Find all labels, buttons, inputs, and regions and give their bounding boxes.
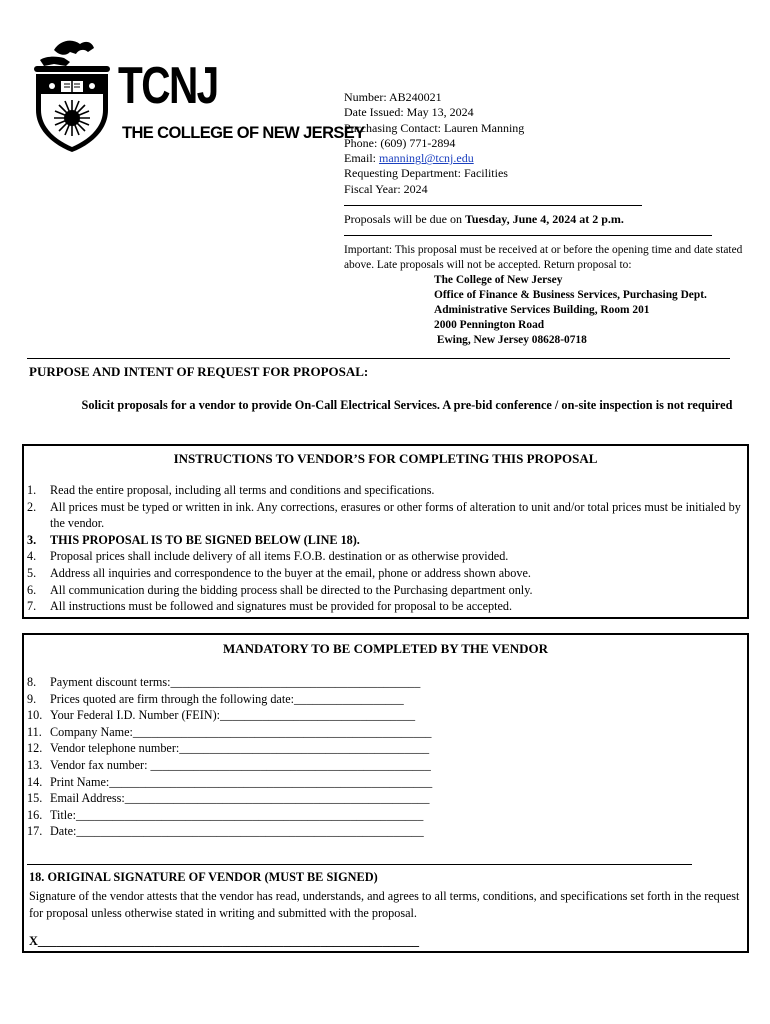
due-prefix: Proposals will be due on — [344, 212, 465, 226]
date-issued: Date Issued: May 13, 2024 — [344, 105, 474, 120]
fein-field[interactable]: 10. Your Federal I.D. Number (FEIN):________________________________ — [27, 708, 416, 723]
vendor-fields — [27, 674, 507, 840]
divider — [27, 358, 730, 359]
requesting-department: Requesting Department: Facilities — [344, 166, 508, 181]
fiscal-year: Fiscal Year: 2024 — [344, 181, 428, 196]
signature-attestation: Signature of the vendor attests that the vendor has read, understands, and agrees to all terms, conditions, and specifications set forth in the request for proposal unless otherwise stated in writing and submitted with the proposal. — [29, 889, 740, 920]
tcnj-logo — [30, 38, 365, 153]
print-name-field[interactable]: 14. Print Name:_____________________________________________________ — [27, 774, 433, 789]
instruction-item: 5. Address all inquiries and correspondence to the buyer at the email, phone or address shown above. — [27, 565, 531, 580]
divider — [344, 205, 642, 206]
proposal-meta — [344, 90, 524, 197]
instruction-item: 1. Read the entire proposal, including all terms and conditions and specifications. — [27, 483, 435, 497]
company-name-field[interactable]: 11. Company Name:_________________________________________________ — [27, 724, 432, 739]
due-date-line — [344, 212, 624, 227]
instructions-list — [27, 482, 745, 615]
signature-line[interactable]: X______________________________________________________________ — [29, 934, 420, 948]
address-line: 2000 Pennington Road — [434, 319, 545, 331]
instruction-item: 6. All communication during the bidding process shall be directed to the Purchasing department only. — [27, 582, 533, 597]
return-address — [434, 273, 707, 348]
vendor-title: MANDATORY TO BE COMPLETED BY THE VENDOR — [222, 641, 549, 656]
logo-college-name: THE COLLEGE OF NEW JERSEY — [122, 124, 365, 142]
instruction-item: 3. THIS PROPOSAL IS TO BE SIGNED BELOW (LINE 18). — [27, 532, 360, 547]
email-label: Email: — [344, 151, 379, 166]
due-date: Tuesday, June 4, 2024 at 2 p.m. — [465, 212, 624, 226]
college-seal-icon — [30, 38, 114, 153]
address-line: Office of Finance & Business Services, Purchasing Dept. — [434, 289, 707, 301]
instruction-item: 7. All instructions must be followed and signatures must be provided for proposal to be accepted. — [27, 599, 513, 614]
contact-phone: Phone: (609) 771-2894 — [344, 135, 456, 150]
contact-email-link[interactable]: manningl@tcnj.edu — [379, 151, 474, 166]
firm-price-date-field[interactable]: 9. Prices quoted are firm through the following date:__________________ — [27, 691, 404, 706]
signature-heading: 18. ORIGINAL SIGNATURE OF VENDOR (MUST BE SIGNED) — [29, 870, 378, 884]
payment-terms-field[interactable]: 8. Payment discount terms:_________________________________________ — [27, 675, 421, 689]
solicit-statement: Solicit proposals for a vendor to provide On-Call Electrical Services. A pre-bid conference / on-site inspection is not required — [81, 398, 733, 412]
vendor-box — [22, 633, 749, 953]
title-field[interactable]: 16. Title:_________________________________________________________ — [27, 807, 424, 822]
instructions-box — [22, 444, 749, 619]
proposal-number: Number: AB240021 — [344, 90, 442, 104]
vendor-phone-field[interactable]: 12. Vendor telephone number:_________________________________________ — [27, 741, 430, 756]
important-notice: Important: This proposal must be received at or before the opening time and date stated above. Late proposals will not be accepted. Return proposal to: — [344, 244, 743, 271]
contact-email-row — [344, 151, 524, 166]
purpose-heading: PURPOSE AND INTENT OF REQUEST FOR PROPOSAL: — [29, 364, 369, 379]
purchasing-contact: Purchasing Contact: Lauren Manning — [344, 120, 525, 135]
email-address-field[interactable]: 15. Email Address:__________________________________________________ — [27, 791, 430, 806]
instruction-item: 4. Proposal prices shall include delivery of all items F.O.B. destination or as otherwise provided. — [27, 549, 509, 564]
vendor-fax-field[interactable]: 13. Vendor fax number: ______________________________________________ — [27, 757, 431, 772]
instructions-title: INSTRUCTIONS TO VENDOR’S FOR COMPLETING THIS PROPOSAL — [173, 451, 598, 466]
instruction-item: 2. All prices must be typed or written in ink. Any corrections, erasures or other forms of alteration to unit and/or total prices must be initialed by the vendor. — [27, 499, 741, 531]
address-line: Ewing, New Jersey 08628-0718 — [434, 334, 587, 346]
date-field[interactable]: 17. Date:_________________________________________________________ — [27, 824, 424, 839]
divider — [344, 235, 712, 236]
logo-wordmark: TCNJ — [118, 57, 218, 115]
address-line: The College of New Jersey — [434, 274, 563, 286]
divider — [27, 864, 692, 865]
address-line: Administrative Services Building, Room 201 — [434, 304, 650, 316]
